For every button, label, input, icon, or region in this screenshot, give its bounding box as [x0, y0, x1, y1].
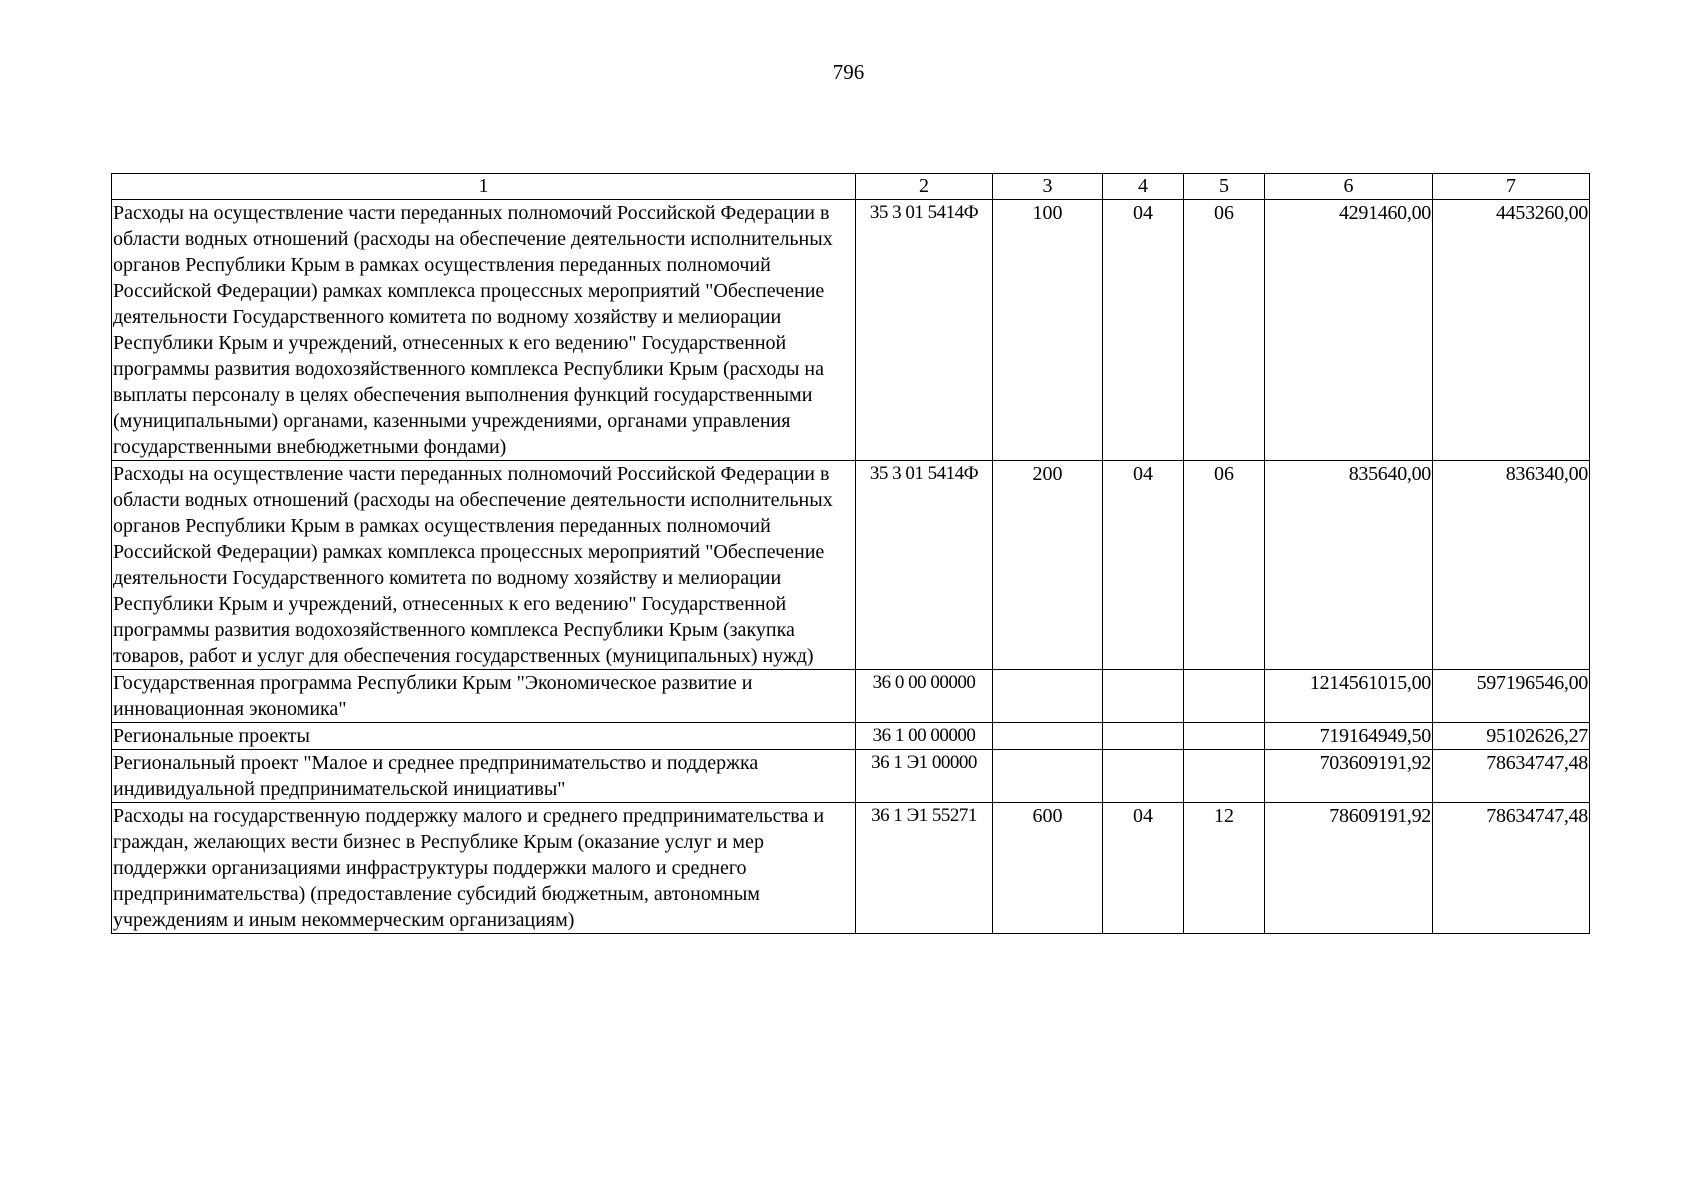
row-col-4: 04: [1103, 803, 1184, 934]
row-col-3: [993, 670, 1103, 723]
budget-table: [111, 173, 1590, 934]
row-amount-6: 835640,00: [1265, 461, 1433, 670]
table-body: [112, 200, 1590, 934]
row-col-3: [993, 750, 1103, 803]
table-row: [112, 750, 1590, 803]
row-col-5: 06: [1184, 200, 1265, 461]
row-col-5: 06: [1184, 461, 1265, 670]
header-col-7: 7: [1433, 174, 1590, 200]
row-code: 36 1 Э1 55271: [856, 803, 993, 934]
row-amount-6: 78609191,92: [1265, 803, 1433, 934]
row-col-5: [1184, 670, 1265, 723]
row-col-3: 200: [993, 461, 1103, 670]
row-code: 36 1 00 00000: [856, 723, 993, 750]
row-name: Расходы на государственную поддержку малого и среднего предпринимательства и граждан, желающих вести бизнес в Республике Крым (оказание услуг и мер поддержки организациями инфраструктуры поддержки малого и среднего предпринимательства) (предоставление субсидий бюджетным, автономным учреждениям и иным некоммерческим организациям): [112, 803, 856, 934]
row-col-4: [1103, 750, 1184, 803]
row-amount-7: 4453260,00: [1433, 200, 1590, 461]
row-col-3: 100: [993, 200, 1103, 461]
header-col-1: 1: [112, 174, 856, 200]
row-code: 35 3 01 5414Ф: [856, 461, 993, 670]
header-col-4: 4: [1103, 174, 1184, 200]
table-row: [112, 461, 1590, 670]
header-col-5: 5: [1184, 174, 1265, 200]
row-amount-7: 836340,00: [1433, 461, 1590, 670]
row-amount-6: 719164949,50: [1265, 723, 1433, 750]
row-col-5: [1184, 750, 1265, 803]
table-row: [112, 723, 1590, 750]
row-code: 36 0 00 00000: [856, 670, 993, 723]
table-header: [112, 174, 1590, 200]
header-row: [112, 174, 1590, 200]
row-col-4: [1103, 723, 1184, 750]
row-amount-7: 95102626,27: [1433, 723, 1590, 750]
table-row: [112, 200, 1590, 461]
row-name: Региональные проекты: [112, 723, 856, 750]
row-amount-7: 78634747,48: [1433, 750, 1590, 803]
row-col-4: [1103, 670, 1184, 723]
row-code: 36 1 Э1 00000: [856, 750, 993, 803]
row-col-4: 04: [1103, 461, 1184, 670]
row-amount-6: 4291460,00: [1265, 200, 1433, 461]
row-name: Расходы на осуществление части переданных полномочий Российской Федерации в области водных отношений (расходы на обеспечение деятельности исполнительных органов Республики Крым в рамках осуществления переданных полномочий Российской Федерации) рамках комплекса процессных мероприятий "Обеспечение деятельности Государственного комитета по водному хозяйству и мелиорации Республики Крым и учреждений, отнесенных к его ведению" Государственной программы развития водохозяйственного комплекса Республики Крым (расходы на выплаты персоналу в целях обеспечения выполнения функций государственными (муниципальными) органами, казенными учреждениями, органами управления государственными внебюджетными фондами): [112, 200, 856, 461]
row-amount-7: 597196546,00: [1433, 670, 1590, 723]
row-col-4: 04: [1103, 200, 1184, 461]
row-col-3: 600: [993, 803, 1103, 934]
row-col-5: [1184, 723, 1265, 750]
header-col-2: 2: [856, 174, 993, 200]
header-col-6: 6: [1265, 174, 1433, 200]
header-col-3: 3: [993, 174, 1103, 200]
row-code: 35 3 01 5414Ф: [856, 200, 993, 461]
page-number: 796: [832, 60, 865, 84]
row-amount-6: 703609191,92: [1265, 750, 1433, 803]
row-name: Региональный проект "Малое и среднее предпринимательство и поддержка индивидуальной предпринимательской инициативы": [112, 750, 856, 803]
row-amount-7: 78634747,48: [1433, 803, 1590, 934]
row-col-3: [993, 723, 1103, 750]
row-amount-6: 1214561015,00: [1265, 670, 1433, 723]
row-name: Государственная программа Республики Крым "Экономическое развитие и инновационная экономика": [112, 670, 856, 723]
row-col-5: 12: [1184, 803, 1265, 934]
table-row: [112, 670, 1590, 723]
row-name: Расходы на осуществление части переданных полномочий Российской Федерации в области водных отношений (расходы на обеспечение деятельности исполнительных органов Республики Крым в рамках осуществления переданных полномочий Российской Федерации) рамках комплекса процессных мероприятий "Обеспечение деятельности Государственного комитета по водному хозяйству и мелиорации Республики Крым и учреждений, отнесенных к его ведению" Государственной программы развития водохозяйственного комплекса Республики Крым (закупка товаров, работ и услуг для обеспечения государственных (муниципальных) нужд): [112, 461, 856, 670]
table-row: [112, 803, 1590, 934]
